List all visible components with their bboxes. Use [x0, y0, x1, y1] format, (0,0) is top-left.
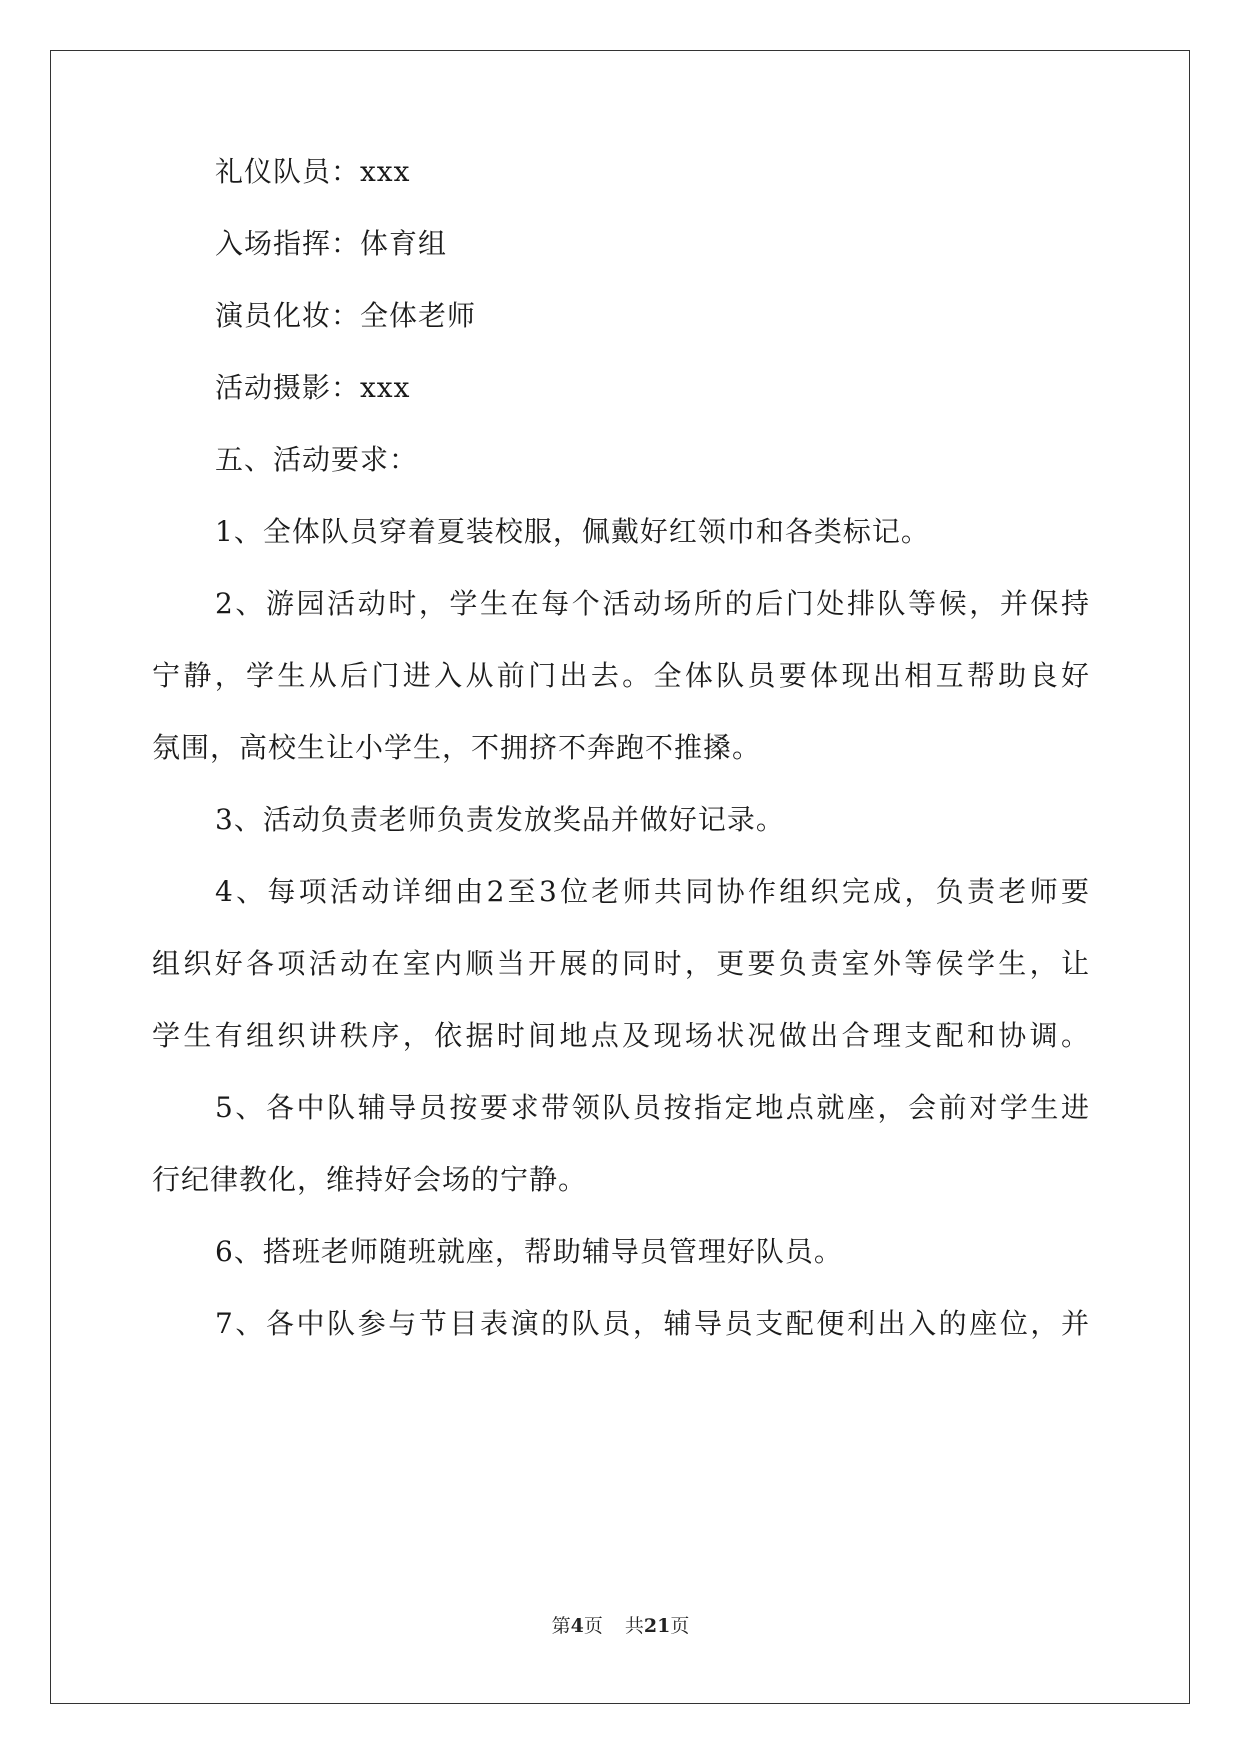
text-line: 演员化妆：全体老师	[215, 299, 477, 332]
list-item: 2、游园活动时，学生在每个活动场所的后门处排队等候，并保持	[215, 587, 1090, 620]
section-heading: 五、活动要求：	[215, 443, 419, 476]
list-item: 5、各中队辅导员按要求带领队员按指定地点就座，会前对学生进	[215, 1091, 1090, 1124]
list-item: 1、全体队员穿着夏装校服，佩戴好红领巾和各类标记。	[215, 515, 930, 548]
text-line: 宁静，学生从后门进入从前门出去。全体队员要体现出相互帮助良好	[152, 659, 1090, 692]
text-line: 组织好各项活动在室内顺当开展的同时，更要负责室外等侯学生，让	[152, 947, 1090, 980]
text-line: 行纪律教化，维持好会场的宁静。	[152, 1163, 588, 1196]
total-prefix: 共	[624, 1615, 644, 1637]
list-item: 7、各中队参与节目表演的队员，辅导员支配便利出入的座位，并	[215, 1307, 1090, 1340]
text-line: 入场指挥：体育组	[215, 227, 448, 260]
total-page-count: 21	[643, 1615, 671, 1637]
page-suffix: 页	[583, 1615, 603, 1637]
text-line: 礼仪队员：xxx	[215, 155, 411, 188]
current-page-number: 4	[570, 1615, 584, 1637]
list-item: 6、搭班老师随班就座，帮助辅导员管理好队员。	[215, 1235, 843, 1268]
text-line: 学生有组织讲秩序，依据时间地点及现场状况做出合理支配和协调。	[152, 1019, 1090, 1052]
text-line: 活动摄影：xxx	[215, 371, 411, 404]
page-prefix: 第	[551, 1615, 571, 1637]
text-line: 氛围，高校生让小学生，不拥挤不奔跑不推搡。	[152, 731, 762, 764]
list-item: 4、每项活动详细由2至3位老师共同协作组织完成，负责老师要	[215, 875, 1090, 908]
total-suffix: 页	[670, 1615, 690, 1637]
page-number-footer	[0, 1613, 1241, 1639]
list-item: 3、活动负责老师负责发放奖品并做好记录。	[215, 803, 785, 836]
